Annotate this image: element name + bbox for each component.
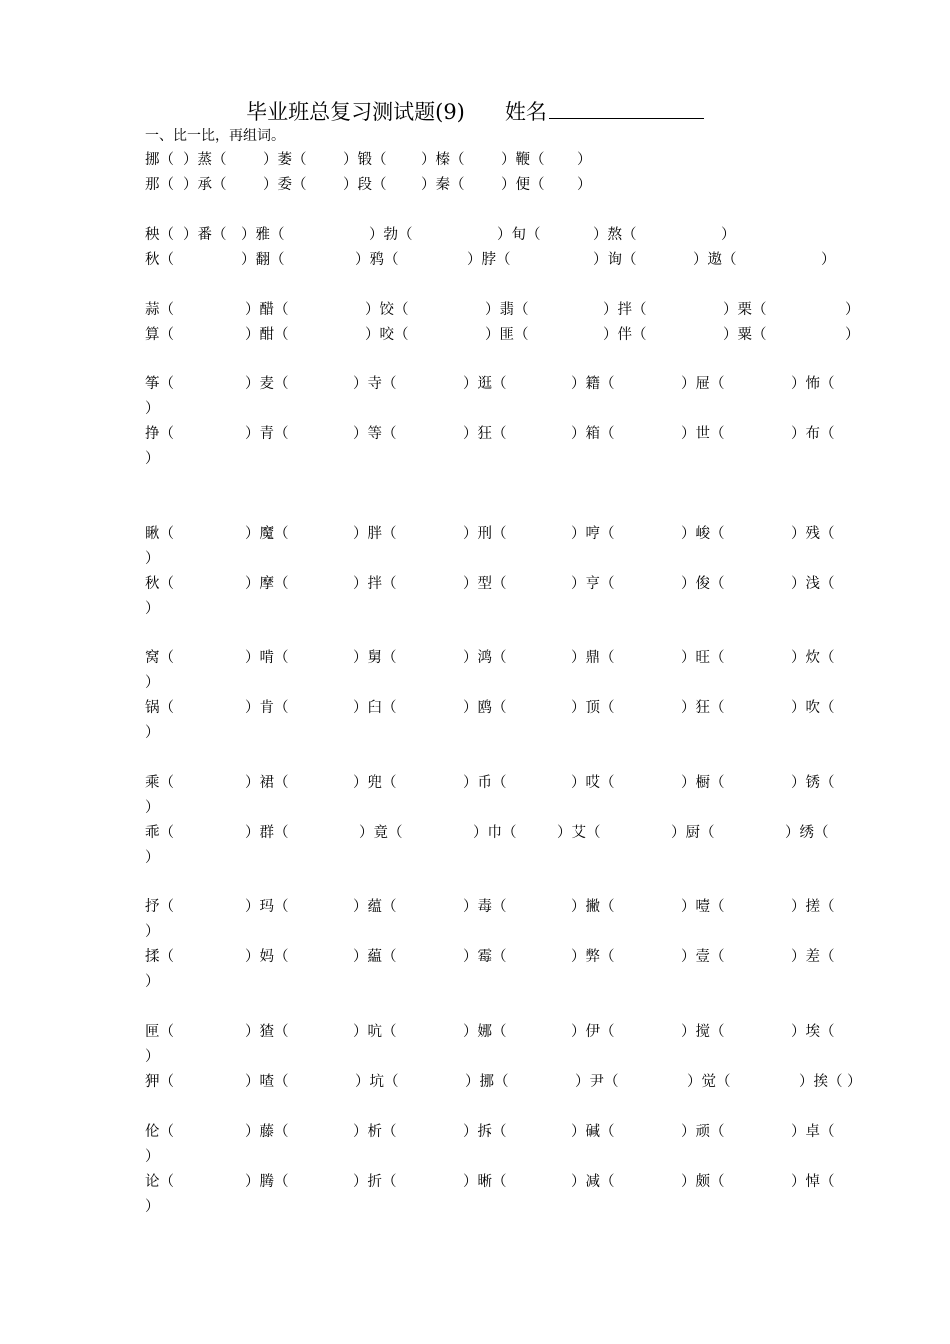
char-blank-cell[interactable]: 那（ [145,177,174,193]
char-blank-cell[interactable]: ）妈（ [245,949,289,965]
char-blank-cell[interactable]: ）拆（ [463,1124,507,1140]
wrapped-paren: ） [145,850,160,866]
char-blank-cell[interactable]: ）番（ [183,227,227,243]
char-blank-cell[interactable]: ）猹（ [245,1024,289,1040]
char-blank-cell[interactable]: ）减（ [571,1174,615,1190]
char-blank-cell[interactable]: ）炊（ [791,650,835,666]
char-blank-cell[interactable]: 筝（ [145,376,174,392]
char-blank-cell[interactable]: ） [821,252,836,268]
wrapped-paren: ） [145,451,160,467]
char-blank-cell[interactable]: 伦（ [145,1124,174,1140]
char-blank-cell[interactable]: ）旺（ [681,650,725,666]
char-blank-cell[interactable]: ）巾（ [473,825,517,841]
char-blank-cell[interactable]: ）悼（ [791,1174,835,1190]
char-blank-cell[interactable]: ）刑（ [463,526,507,542]
char-blank-cell[interactable]: ）狂（ [681,700,725,716]
char-blank-cell[interactable]: ）霉（ [463,949,507,965]
wrapped-paren: ） [145,974,160,990]
char-blank-cell[interactable]: 匣（ [145,1024,174,1040]
wrapped-paren: ） [145,725,160,741]
char-blank-cell[interactable]: ）咬（ [365,327,409,343]
char-blank-cell[interactable]: ）裙（ [245,775,289,791]
char-blank-cell[interactable]: 秋（ [145,252,174,268]
char-blank-cell[interactable]: ）询（ [593,252,637,268]
char-blank-cell[interactable]: ）兜（ [353,775,397,791]
char-blank-cell[interactable]: ）橱（ [681,775,725,791]
char-blank-cell[interactable]: ）承（ [183,177,227,193]
char-blank-cell[interactable]: ） [721,227,736,243]
char-blank-cell[interactable]: ）吹（ [791,700,835,716]
char-blank-cell[interactable]: 挪（ [145,152,174,168]
char-blank-cell[interactable]: ）腾（ [245,1174,289,1190]
name-label: 姓名 [504,100,547,124]
char-blank-cell[interactable]: ）鼎（ [571,650,615,666]
char-blank-cell[interactable]: ）鸿（ [463,650,507,666]
char-blank-cell[interactable]: ）蒸（ [183,152,227,168]
char-blank-cell[interactable]: ）寺（ [353,376,397,392]
char-blank-cell[interactable]: ）娜（ [463,1024,507,1040]
wrapped-paren: ） [145,924,160,940]
char-blank-cell[interactable]: ）蕴（ [353,899,397,915]
char-blank-cell[interactable]: ）拌（ [353,576,397,592]
char-blank-cell[interactable]: ）粟（ [723,327,767,343]
char-blank-cell[interactable]: ）匪（ [485,327,529,343]
char-blank-cell[interactable]: 窝（ [145,650,174,666]
title-text: 毕业班总复习测试题(9) [246,100,465,124]
char-blank-cell[interactable]: ）撇（ [571,899,615,915]
char-blank-cell[interactable]: ）榛（ [421,152,465,168]
char-blank-cell[interactable]: 揉（ [145,949,174,965]
char-blank-cell[interactable]: ）折（ [353,1174,397,1190]
char-blank-cell[interactable]: ）觉（ [687,1074,731,1090]
wrapped-paren: ） [145,601,160,617]
char-blank-cell[interactable]: ）委（ [263,177,307,193]
wrapped-paren: ） [145,1149,160,1165]
char-blank-cell[interactable]: ）弊（ [571,949,615,965]
char-blank-cell[interactable]: ）残（ [791,526,835,542]
char-blank-cell[interactable]: 蒜（ [145,302,174,318]
char-blank-cell[interactable]: ）峻（ [681,526,725,542]
char-blank-cell[interactable]: 瞅（ [145,526,174,542]
page-title [0,98,950,126]
char-blank-cell[interactable]: ）坑（ [355,1074,399,1090]
char-blank-cell[interactable]: ）箱（ [571,426,615,442]
char-blank-cell[interactable]: ）伴（ [603,327,647,343]
char-blank-cell[interactable]: ） [847,1074,862,1090]
char-blank-cell[interactable]: ）逛（ [463,376,507,392]
name-blank-field[interactable] [549,98,704,119]
char-blank-cell[interactable]: ）饺（ [365,302,409,318]
char-blank-cell[interactable]: ）屉（ [681,376,725,392]
char-blank-cell[interactable]: ）鸦（ [355,252,399,268]
char-blank-cell[interactable]: ）酣（ [245,327,289,343]
char-blank-cell[interactable]: ）锈（ [791,775,835,791]
char-blank-cell[interactable]: ）哎（ [571,775,615,791]
char-blank-cell[interactable]: ）摩（ [245,576,289,592]
char-blank-cell[interactable]: ）挨（ [799,1074,843,1090]
char-blank-cell[interactable]: ）壹（ [681,949,725,965]
char-blank-cell[interactable]: 挣（ [145,426,174,442]
char-blank-cell[interactable]: ）艾（ [557,825,601,841]
char-blank-cell[interactable]: ）魔（ [245,526,289,542]
char-blank-cell[interactable]: ）尹（ [575,1074,619,1090]
char-blank-cell[interactable]: 秋（ [145,576,174,592]
char-blank-cell[interactable]: ）勃（ [369,227,413,243]
char-blank-cell[interactable]: ）颇（ [681,1174,725,1190]
char-blank-cell[interactable]: ）青（ [245,426,289,442]
char-blank-cell[interactable]: ）竟（ [359,825,403,841]
char-blank-cell[interactable]: 秧（ [145,227,174,243]
wrapped-paren: ） [145,1199,160,1215]
char-blank-cell[interactable]: ）玛（ [245,899,289,915]
char-blank-cell[interactable]: 狎（ [145,1074,174,1090]
char-blank-cell[interactable]: ）差（ [791,949,835,965]
char-blank-cell[interactable]: ）哼（ [571,526,615,542]
char-blank-cell[interactable]: ）亨（ [571,576,615,592]
char-blank-cell[interactable]: ）鸥（ [463,700,507,716]
char-blank-cell[interactable]: ）搓（ [791,899,835,915]
char-blank-cell[interactable]: ）藴（ [353,949,397,965]
section-heading: 一、比一比，再组词。 [145,128,285,144]
char-blank-cell[interactable]: ）俊（ [681,576,725,592]
char-blank-cell[interactable]: ）世（ [681,426,725,442]
char-blank-cell[interactable]: ）锻（ [343,152,387,168]
char-blank-cell[interactable]: ）鞭（ [501,152,545,168]
char-blank-cell[interactable]: ）碱（ [571,1124,615,1140]
char-blank-cell[interactable]: 乘（ [145,775,174,791]
char-blank-cell[interactable]: ）析（ [353,1124,397,1140]
wrapped-paren: ） [145,551,160,567]
char-blank-cell[interactable]: ）胖（ [353,526,397,542]
char-blank-cell[interactable]: ）绣（ [785,825,829,841]
char-blank-cell[interactable]: ）布（ [791,426,835,442]
char-blank-cell[interactable]: 乖（ [145,825,174,841]
char-blank-cell[interactable]: ）挪（ [465,1074,509,1090]
char-blank-cell[interactable]: ）型（ [463,576,507,592]
char-blank-cell[interactable]: ）群（ [245,825,289,841]
char-blank-cell[interactable]: ）啃（ [245,650,289,666]
char-blank-cell[interactable]: ） [845,327,860,343]
char-blank-cell[interactable]: ）遨（ [693,252,737,268]
wrapped-paren: ） [145,800,160,816]
char-blank-cell[interactable]: ） [577,152,592,168]
char-blank-cell[interactable]: ）脖（ [467,252,511,268]
char-blank-cell[interactable]: ）秦（ [421,177,465,193]
char-blank-cell[interactable]: 论（ [145,1174,174,1190]
char-blank-cell[interactable]: ） [845,302,860,318]
char-blank-cell[interactable]: ）便（ [501,177,545,193]
char-blank-cell[interactable]: ）麦（ [245,376,289,392]
char-blank-cell[interactable]: ）伊（ [571,1024,615,1040]
char-blank-cell[interactable]: ）埃（ [791,1024,835,1040]
char-blank-cell[interactable]: ）栗（ [723,302,767,318]
char-blank-cell[interactable]: ）币（ [463,775,507,791]
char-blank-cell[interactable]: ）卓（ [791,1124,835,1140]
char-blank-cell[interactable]: ） [577,177,592,193]
char-blank-cell[interactable]: ）籍（ [571,376,615,392]
char-blank-cell[interactable]: ）怖（ [791,376,835,392]
char-blank-cell[interactable]: ）等（ [353,426,397,442]
char-blank-cell[interactable]: ）臼（ [353,700,397,716]
char-blank-cell[interactable]: ）拌（ [603,302,647,318]
char-blank-cell[interactable]: ）熬（ [593,227,637,243]
char-blank-cell[interactable]: ）顽（ [681,1124,725,1140]
char-blank-cell[interactable]: ）喳（ [245,1074,289,1090]
wrapped-paren: ） [145,401,160,417]
char-blank-cell[interactable]: ）吭（ [353,1024,397,1040]
char-blank-cell[interactable]: 算（ [145,327,174,343]
char-blank-cell[interactable]: ）翡（ [485,302,529,318]
char-blank-cell[interactable]: ）噎（ [681,899,725,915]
char-blank-cell[interactable]: ）浅（ [791,576,835,592]
char-blank-cell[interactable]: ）翻（ [241,252,285,268]
char-blank-cell[interactable]: ）搅（ [681,1024,725,1040]
char-blank-cell[interactable]: ）毒（ [463,899,507,915]
char-blank-cell[interactable]: ）醋（ [245,302,289,318]
char-blank-cell[interactable]: ）藤（ [245,1124,289,1140]
char-blank-cell[interactable]: ）旬（ [497,227,541,243]
wrapped-paren: ） [145,675,160,691]
char-blank-cell[interactable]: ）萎（ [263,152,307,168]
char-blank-cell[interactable]: ）狂（ [463,426,507,442]
char-blank-cell[interactable]: ）段（ [343,177,387,193]
char-blank-cell[interactable]: ）厨（ [671,825,715,841]
wrapped-paren: ） [145,1049,160,1065]
char-blank-cell[interactable]: ）舅（ [353,650,397,666]
char-blank-cell[interactable]: 抒（ [145,899,174,915]
char-blank-cell[interactable]: 锅（ [145,700,174,716]
char-blank-cell[interactable]: ）雅（ [241,227,285,243]
char-blank-cell[interactable]: ）晰（ [463,1174,507,1190]
char-blank-cell[interactable]: ）肯（ [245,700,289,716]
char-blank-cell[interactable]: ）顶（ [571,700,615,716]
